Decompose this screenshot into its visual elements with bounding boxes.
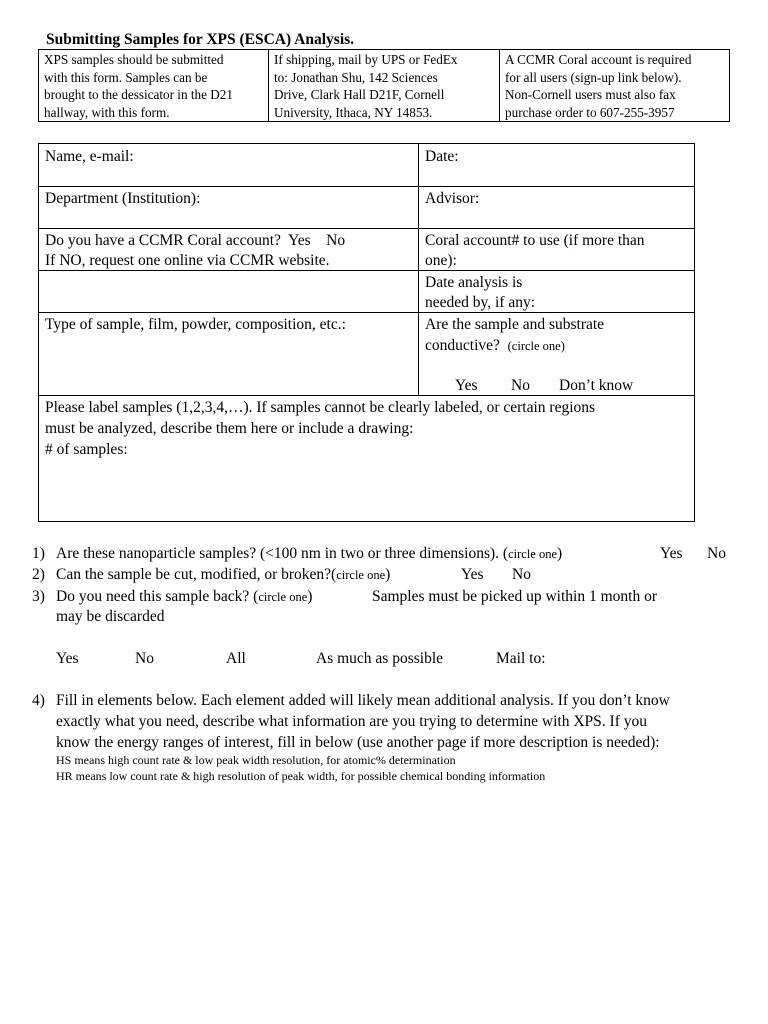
mail-to-field[interactable]: Mail to: <box>496 650 546 667</box>
info-cell-shipping <box>269 50 500 121</box>
question-paren: ) <box>385 566 391 583</box>
question-text <box>56 587 312 608</box>
info-line: with this form. Samples can be <box>44 69 208 85</box>
department-field[interactable]: Department (Institution): <box>45 190 201 207</box>
sample-back-yes-option[interactable]: Yes <box>56 650 79 667</box>
question-paren: ) <box>557 545 563 562</box>
question-number: 1) <box>32 545 45 562</box>
form-column-divider <box>418 144 419 395</box>
coral-if-no-note: If NO, request one online via CCMR website. <box>45 252 330 269</box>
info-line: hallway, with this form. <box>44 104 170 120</box>
coral-account-number-field[interactable]: Coral account# to use (if more than <box>425 232 645 249</box>
label-samples-instructions: Please label samples (1,2,3,4,…). If samples cannot be clearly labeled, or certain regions <box>45 399 596 416</box>
circle-one-hint: circle one <box>258 590 308 604</box>
info-line: Drive, Clark Hall D21F, Cornell <box>274 87 445 102</box>
advisor-field[interactable]: Advisor: <box>425 190 480 207</box>
question-number: 2) <box>32 566 45 583</box>
name-email-field[interactable]: Name, e-mail: <box>45 148 134 165</box>
date-needed-field[interactable]: Date analysis is <box>425 274 523 291</box>
coral-no-option[interactable]: No <box>326 232 346 249</box>
conductive-question: Are the sample and substrate <box>425 316 605 333</box>
sample-back-much-option[interactable]: As much as possible <box>316 650 444 667</box>
nanoparticle-yes-option[interactable]: Yes <box>660 545 683 562</box>
form-divider <box>39 186 694 187</box>
hr-definition: HR means low count rate & high resolution of peak width, for possible chemical bonding information <box>56 769 546 783</box>
conductive-no-option[interactable]: No <box>511 377 530 394</box>
question-text: Fill in elements below. Each element added will likely mean additional analysis. If you don’t know <box>56 692 670 709</box>
info-line: to: Jonathan Shu, 142 Sciences <box>274 69 438 85</box>
conductive-dont-know-option[interactable]: Don’t know <box>559 377 634 394</box>
conductive-question-text: conductive? <box>425 337 500 354</box>
coral-account-number-label-cont: one): <box>425 252 457 269</box>
question-text <box>56 565 390 586</box>
sample-form <box>38 143 695 522</box>
info-line: for all users (sign-up link below). <box>505 69 682 85</box>
question-elements-cont: exactly what you need, describe what information are you trying to determine with XPS. If you <box>56 713 647 730</box>
nanoparticle-no-option[interactable]: No <box>707 545 726 562</box>
form-divider <box>39 312 694 313</box>
question-paren: ) <box>307 588 313 605</box>
info-cell-account <box>500 50 729 121</box>
question-text <box>56 544 562 565</box>
info-line: University, Ithaca, NY 14853. <box>274 104 433 120</box>
info-line: If shipping, mail by UPS or FedEx <box>274 52 458 67</box>
coral-question-text: Do you have a CCMR Coral account? <box>45 232 281 249</box>
sample-type-field[interactable]: Type of sample, film, powder, composition, etc.: <box>45 316 346 333</box>
info-line: brought to the dessicator in the D21 <box>44 87 233 102</box>
sample-back-all-option[interactable]: All <box>226 650 246 667</box>
circle-one-hint: circle one <box>508 547 558 561</box>
page-title: Submitting Samples for XPS (ESCA) Analysis. <box>46 31 355 48</box>
date-field[interactable]: Date: <box>425 148 459 165</box>
date-needed-label-cont: needed by, if any: <box>425 294 536 311</box>
info-line: Non-Cornell users must also fax <box>505 87 676 102</box>
pickup-note: Samples must be picked up within 1 month or <box>372 588 658 605</box>
coral-account-question <box>45 231 345 252</box>
cut-yes-option[interactable]: Yes <box>461 566 484 583</box>
label-samples-instructions-cont: must be analyzed, describe them here or include a drawing: <box>45 420 414 437</box>
question-number: 4) <box>32 692 45 709</box>
submission-info-table <box>38 49 730 122</box>
pickup-note-cont: may be discarded <box>56 608 165 625</box>
cut-no-option[interactable]: No <box>512 566 531 583</box>
question-body: Are these nanoparticle samples? (<100 nm in two or three dimensions). ( <box>56 545 509 562</box>
conductive-yes-option[interactable]: Yes <box>455 377 478 394</box>
circle-one-hint: (circle one) <box>507 339 565 353</box>
coral-yes-option[interactable]: Yes <box>288 232 311 249</box>
hs-definition: HS means high count rate & low peak width resolution, for atomic% determination <box>56 753 456 767</box>
question-body: Do you need this sample back? ( <box>56 588 259 605</box>
info-line: XPS samples should be submitted <box>44 52 224 67</box>
num-samples-field[interactable]: # of samples: <box>45 441 128 458</box>
question-elements-cont: know the energy ranges of interest, fill in below (use another page if more description is needed): <box>56 734 660 751</box>
info-line: purchase order to 607-255-3957 <box>505 104 675 120</box>
info-cell-submission <box>39 50 269 121</box>
form-divider <box>39 228 694 229</box>
conductive-question-cont <box>425 336 565 357</box>
info-line: A CCMR Coral account is required <box>505 52 692 67</box>
circle-one-hint: circle one <box>336 568 386 582</box>
sample-back-no-option[interactable]: No <box>135 650 154 667</box>
question-body: Can the sample be cut, modified, or broken?( <box>56 566 337 583</box>
question-number: 3) <box>32 588 45 605</box>
